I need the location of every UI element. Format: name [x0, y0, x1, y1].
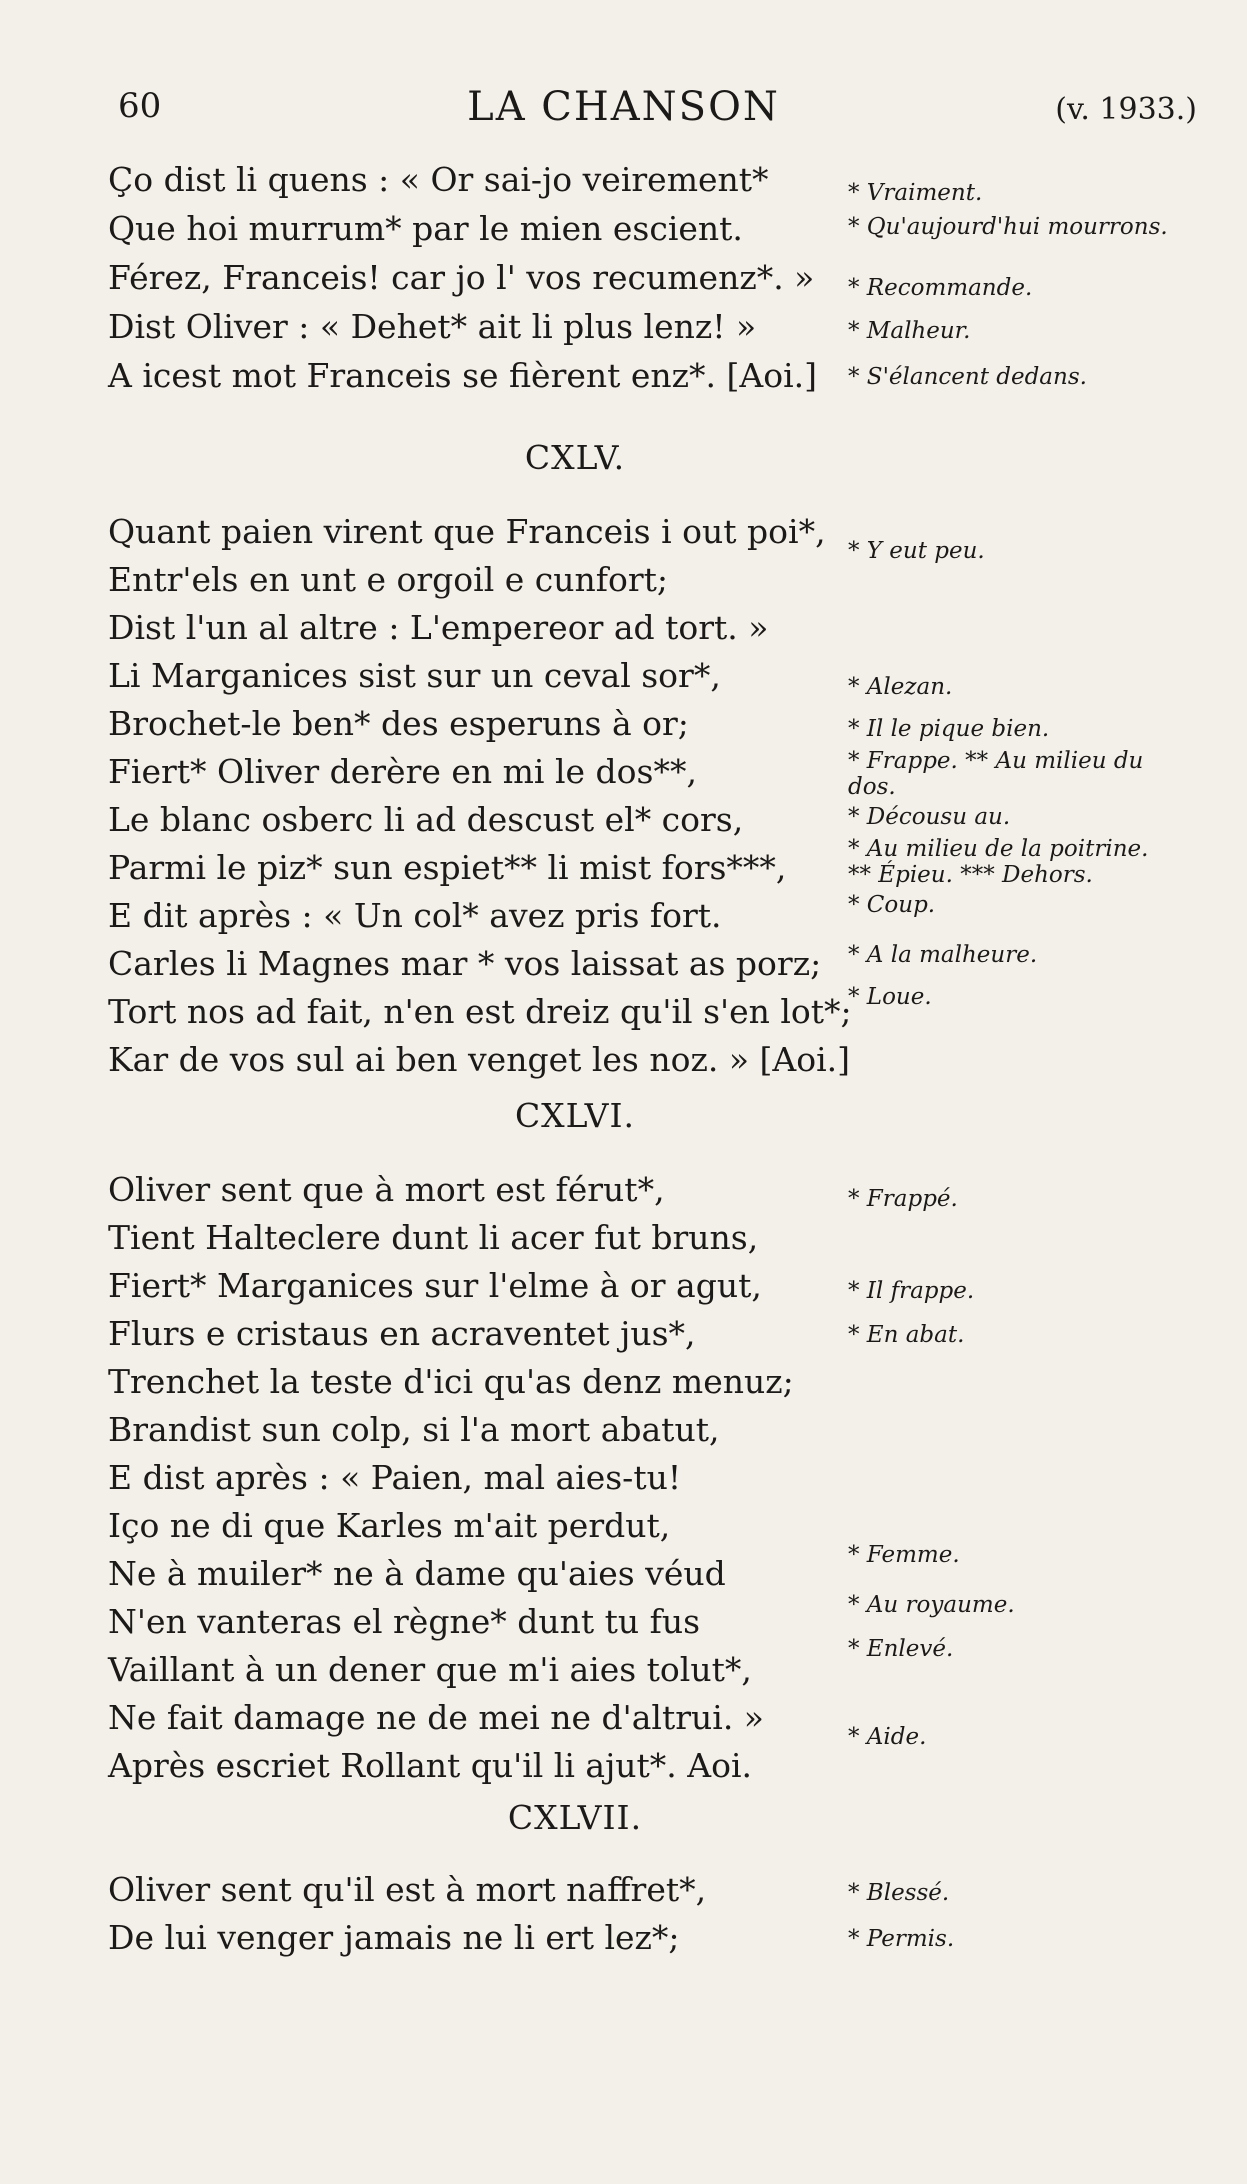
- page-header: [0, 78, 1247, 138]
- verse-line: Brochet-le ben* des esperuns à or;: [108, 704, 689, 743]
- verse-line: E dit après : « Un col* avez pris fort.: [108, 896, 722, 935]
- verse-line: Oliver sent qu'il est à mort naffret*,: [108, 1870, 707, 1909]
- verse-line: Férez, Franceis! car jo l' vos recumenz*. »: [108, 258, 815, 297]
- gloss-note: * A la malheure.: [848, 942, 1038, 968]
- verse-line: Dist l'un al altre : L'empereor ad tort. »: [108, 608, 769, 647]
- gloss-note: * Au milieu de la poitrine.: [848, 836, 1149, 862]
- verse-line: Ne à muiler* ne à dame qu'aies véud: [108, 1554, 726, 1593]
- verse-line: Parmi le piz* sun espiet** li mist fors***,: [108, 848, 787, 887]
- verse-line: Entr'els en unt e orgoil e cunfort;: [108, 560, 668, 599]
- running-title: LA CHANSON: [467, 84, 780, 130]
- gloss-note: * Décousu au.: [848, 804, 1011, 830]
- gloss-note: * Coup.: [848, 892, 936, 918]
- gloss-note: * Femme.: [848, 1542, 960, 1568]
- verse-line: De lui venger jamais ne li ert lez*;: [108, 1918, 680, 1957]
- gloss-note: * Alezan.: [848, 674, 953, 700]
- page-number: 60: [118, 86, 162, 126]
- gloss-note: * Qu'aujourd'hui mourrons.: [848, 214, 1168, 240]
- verse-line: Fiert* Oliver derère en mi le dos**,: [108, 752, 697, 791]
- verse-line: Li Marganices sist sur un ceval sor*,: [108, 656, 721, 695]
- verse-line: Le blanc osberc li ad descust el* cors,: [108, 800, 744, 839]
- verse-line: Tort nos ad fait, n'en est dreiz qu'il s'en lot*;: [108, 992, 852, 1031]
- verse-line: Tient Halteclere dunt li acer fut bruns,: [108, 1218, 759, 1257]
- verse-line: Dist Oliver : « Dehet* ait li plus lenz! »: [108, 307, 757, 346]
- verse-line: Vaillant à un dener que m'i aies tolut*,: [108, 1650, 752, 1689]
- gloss-note: * Permis.: [848, 1926, 955, 1952]
- verse-line: Que hoi murrum* par le mien escient.: [108, 209, 743, 248]
- gloss-note: * S'élancent dedans.: [848, 364, 1087, 390]
- gloss-note: * Recommande.: [848, 275, 1033, 301]
- gloss-note: * Frappé.: [848, 1186, 958, 1212]
- gloss-note: * Malheur.: [848, 318, 971, 344]
- verse-line: Carles li Magnes mar * vos laissat as porz;: [108, 944, 822, 983]
- gloss-note: * Au royaume.: [848, 1592, 1015, 1618]
- gloss-note: * Y eut peu.: [848, 538, 985, 564]
- gloss-note: * Il frappe.: [848, 1278, 975, 1304]
- gloss-note: * Vraiment.: [848, 180, 983, 206]
- verse-line: A icest mot Franceis se fièrent enz*. [Aoi.]: [108, 356, 818, 395]
- gloss-note: * Frappe. ** Au milieu du dos.: [848, 748, 1144, 800]
- verse-line: Iço ne di que Karles m'ait perdut,: [108, 1506, 671, 1545]
- verse-line: Flurs e cristaus en acraventet jus*,: [108, 1314, 696, 1353]
- gloss-note: * En abat.: [848, 1322, 965, 1348]
- verse-line: Brandist sun colp, si l'a mort abatut,: [108, 1410, 720, 1449]
- verse-reference: (v. 1933.): [1055, 92, 1197, 127]
- verse-line: N'en vanteras el règne* dunt tu fus: [108, 1602, 701, 1641]
- verse-line: Oliver sent que à mort est férut*,: [108, 1170, 665, 1209]
- stanza-heading: CXLVII.: [507, 1798, 643, 1837]
- verse-line: Après escriet Rollant qu'il li ajut*. Aoi.: [108, 1746, 753, 1785]
- verse-line: Ne fait damage ne de mei ne d'altrui. »: [108, 1698, 764, 1737]
- gloss-note: * Enlevé.: [848, 1636, 954, 1662]
- gloss-note: * Aide.: [848, 1724, 927, 1750]
- verse-line: Trenchet la teste d'ici qu'as denz menuz;: [108, 1362, 794, 1401]
- gloss-note: ** Épieu. *** Dehors.: [848, 862, 1093, 888]
- stanza-heading: CXLVI.: [514, 1096, 636, 1135]
- verse-line: Kar de vos sul ai ben venget les noz. » [Aoi.]: [108, 1040, 851, 1079]
- verse-line: Fiert* Marganices sur l'elme à or agut,: [108, 1266, 762, 1305]
- gloss-note: * Loue.: [848, 984, 932, 1010]
- verse-line: Ço dist li quens : « Or sai-jo veirement*: [108, 160, 769, 199]
- gloss-note: * Blessé.: [848, 1880, 950, 1906]
- verse-line: E dist après : « Paien, mal aies-tu!: [108, 1458, 682, 1497]
- gloss-note: * Il le pique bien.: [848, 716, 1050, 742]
- stanza-heading: CXLV.: [524, 438, 626, 477]
- verse-line: Quant paien virent que Franceis i out poi*,: [108, 512, 826, 551]
